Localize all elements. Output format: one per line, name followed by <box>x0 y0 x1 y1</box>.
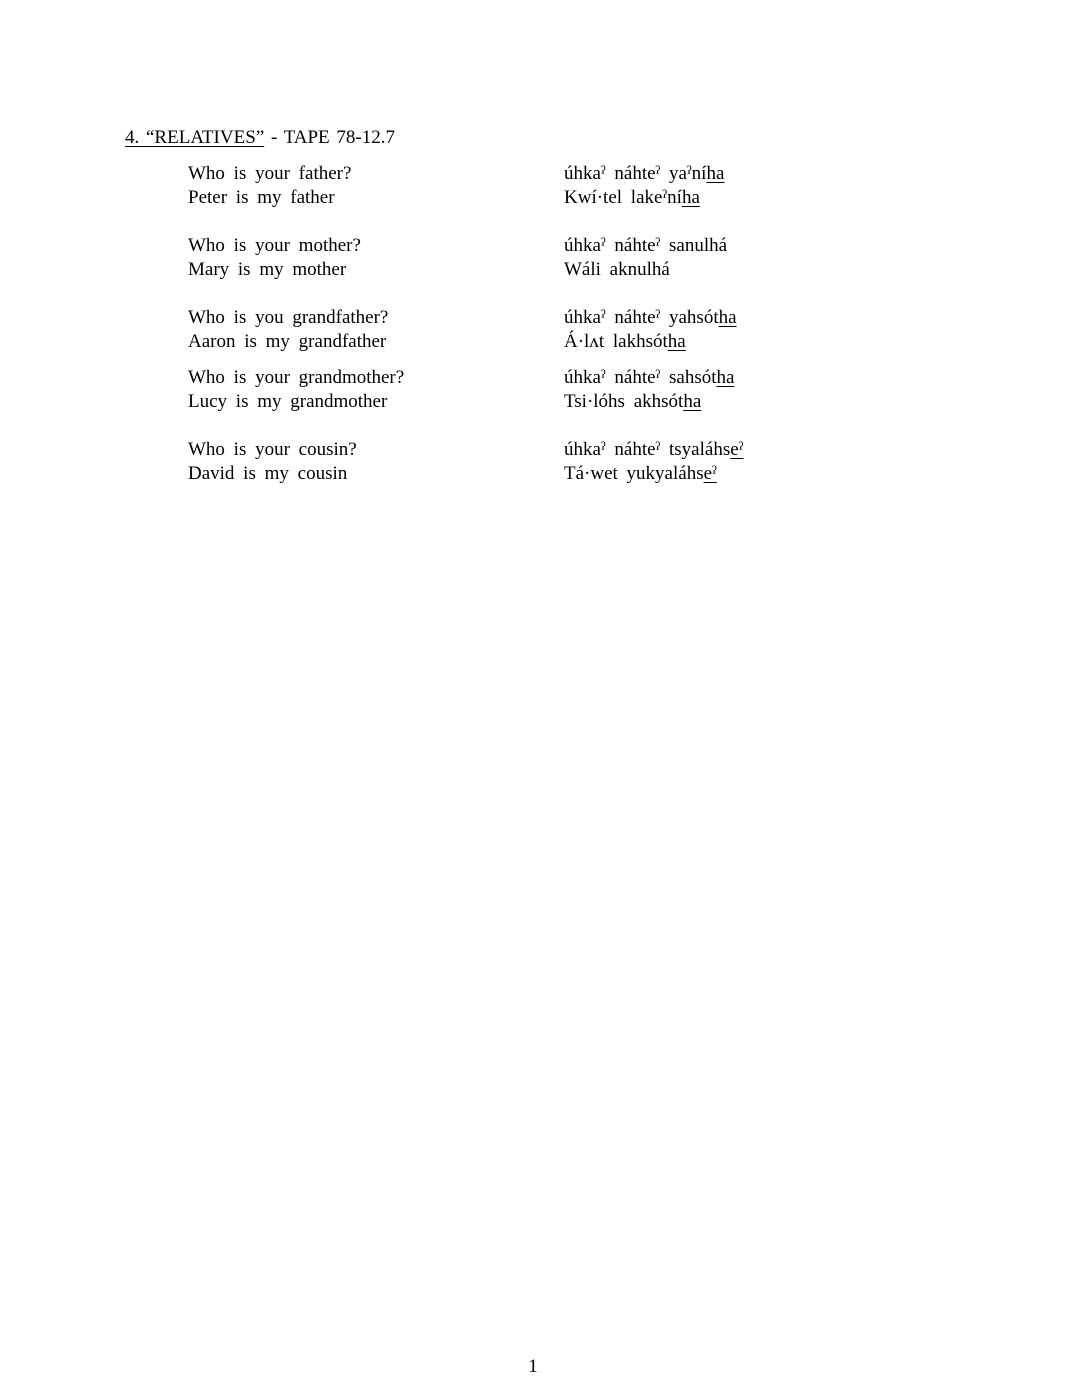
english-question: Who is your mother? <box>188 235 361 256</box>
translation-answer: Tá·wet yukyaláhseˀ <box>564 463 717 484</box>
translation-question: úhkaˀ náhteˀ yahsótha <box>564 307 737 328</box>
translation-answer: Wáli aknulhá <box>564 259 670 280</box>
translation-answer: Á·lʌt lakhsótha <box>564 331 686 352</box>
heading-separator: - <box>264 127 284 148</box>
translation-question: úhkaˀ náhteˀ sanulhá <box>564 235 728 256</box>
translation-question: úhkaˀ náhteˀ yaˀníha <box>564 163 725 184</box>
tape-reference: TAPE 78-12.7 <box>283 127 395 148</box>
english-question: Who is your grandmother? <box>188 367 405 388</box>
english-question: Who is you grandfather? <box>188 307 389 328</box>
english-answer: Peter is my father <box>188 187 335 208</box>
translation-answer: Tsi·lóhs akhsótha <box>564 391 702 412</box>
section-title: 4. “RELATIVES” <box>125 127 265 148</box>
translation-answer: Kwí·tel lakeˀníha <box>564 187 700 208</box>
english-question: Who is your cousin? <box>188 439 357 460</box>
english-answer: David is my cousin <box>188 463 348 484</box>
translation-question: úhkaˀ náhteˀ tsyaláhseˀ <box>564 439 744 460</box>
page-number: 1 <box>528 1356 538 1377</box>
english-answer: Mary is my mother <box>188 259 347 280</box>
english-question: Who is your father? <box>188 163 352 184</box>
english-answer: Aaron is my grandfather <box>188 331 387 352</box>
english-answer: Lucy is my grandmother <box>188 391 388 412</box>
translation-question: úhkaˀ náhteˀ sahsótha <box>564 367 735 388</box>
section-heading <box>125 126 395 150</box>
